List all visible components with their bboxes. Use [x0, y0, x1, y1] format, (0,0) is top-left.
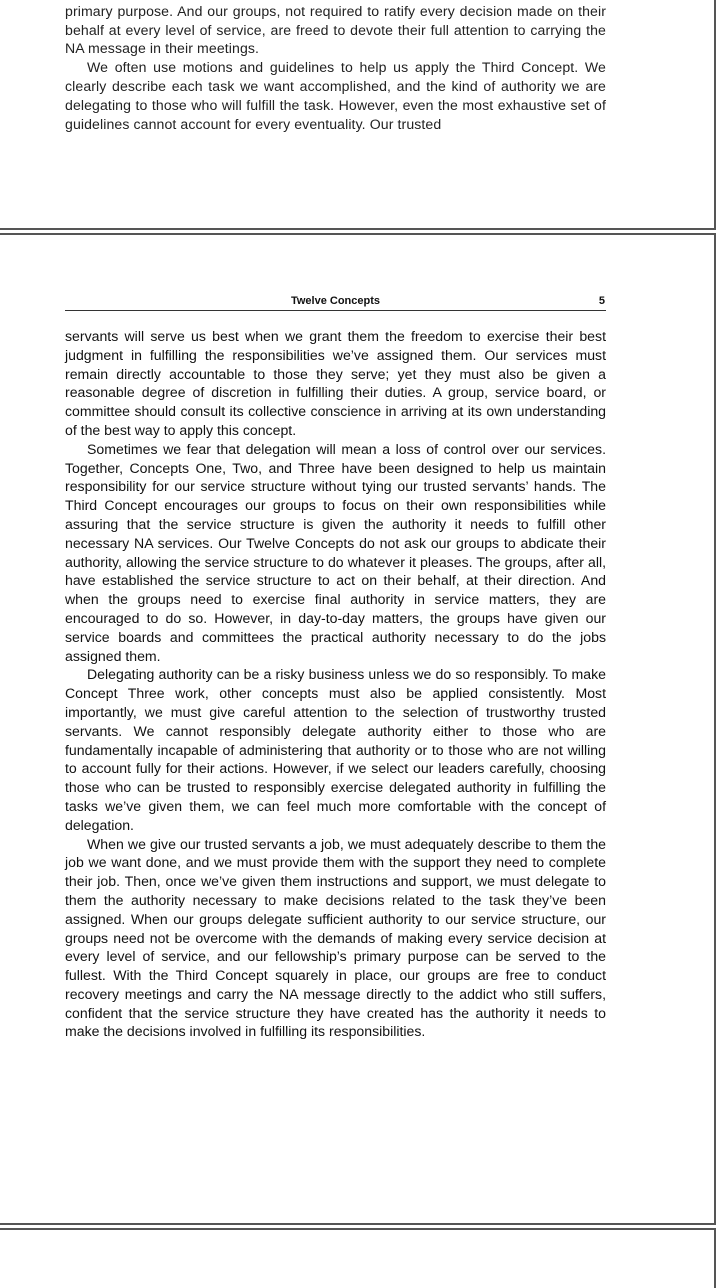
running-title: Twelve Concepts	[290, 295, 381, 307]
paragraph: Sometimes we fear that delegation will mean a loss of control over our services. Together, Concepts One, Two, and Three have been designed to help us maintain responsibility for our service structure without tying our trusted servants’ hands. The Third Concept encourages our groups to focus on their own responsibilities while assuring that the service structure is given the authority it needs to fulfill other necessary NA services. Our Twelve Concepts do not ask our groups to abdicate their authority, allowing the service structure to do whatever it pleases. The groups, after all, have established the service structure to act on their behalf, at their direction. And when the groups need to exercise final authority in service matters, they are encouraged to do so. However, in day-to-day matters, the groups have given our service boards and committees the practical authority necessary to do the jobs assigned them.	[65, 440, 606, 664]
page-number: 5	[598, 295, 605, 307]
body-text	[65, 327, 606, 1041]
paragraph: servants will serve us best when we grant them the freedom to exercise their best judgment in fulfilling the responsibilities we’ve assigned them. Our services must remain directly accountable to those they serve; yet they must also be given a reasonable degree of discretion in fulfilling their duties. A group, service board, or committee should consult its collective conscience in arriving at its own understanding of the best way to apply this concept.	[65, 328, 606, 438]
previous-page-paragraph: We often use motions and guidelines to help us apply the Third Concept. We clearly describe each task we want accomplished, and the kind of authority we are delegating to those who will fulfill the task. However, even the most exhaustive set of guidelines cannot account for every eventuality. Our trusted	[65, 59, 606, 132]
current-page	[0, 233, 716, 1225]
running-header	[65, 294, 606, 311]
previous-page-line: primary purpose. And our groups, not required to ratify every decision made on their behalf at every level of service, are freed to devote their full attention to carrying the NA message in their meetings.	[65, 2, 606, 57]
previous-page-text	[65, 0, 606, 133]
next-page	[0, 1228, 716, 1288]
paragraph: When we give our trusted servants a job, we must adequately describe to them the job we want done, and we must provide them with the support they need to complete their job. Then, once we’ve given them instructions and support, we must delegate to them the authority necessary to make decisions related to the task they’ve been assigned. When our groups delegate sufficient authority to our service structure, our groups need not be overcome with the demands of making every service decision at every level of service, and our fellowship’s primary purpose can be served to the fullest. With the Third Concept squarely in place, our groups are free to conduct recovery meetings and carry the NA message directly to the addict who still suffers, confident that the service structure they have created has the authority it needs to make the decisions involved in fulfilling its responsibilities.	[65, 835, 606, 1040]
previous-page	[0, 0, 716, 230]
paragraph: Delegating authority can be a risky business unless we do so responsibly. To make Concept Three work, other concepts must also be applied consistently. Most importantly, we must give careful attention to the selection of trustworthy trusted servants. We cannot responsibly delegate authority either to those who are fundamentally incapable of administering that authority or to those who are not willing to account fully for their actions. However, if we select our leaders carefully, choosing those who can be trusted to responsibly exercise delegated authority in fulfilling the tasks we’ve given them, we can feel much more comfortable with the concept of delegation.	[65, 666, 606, 833]
